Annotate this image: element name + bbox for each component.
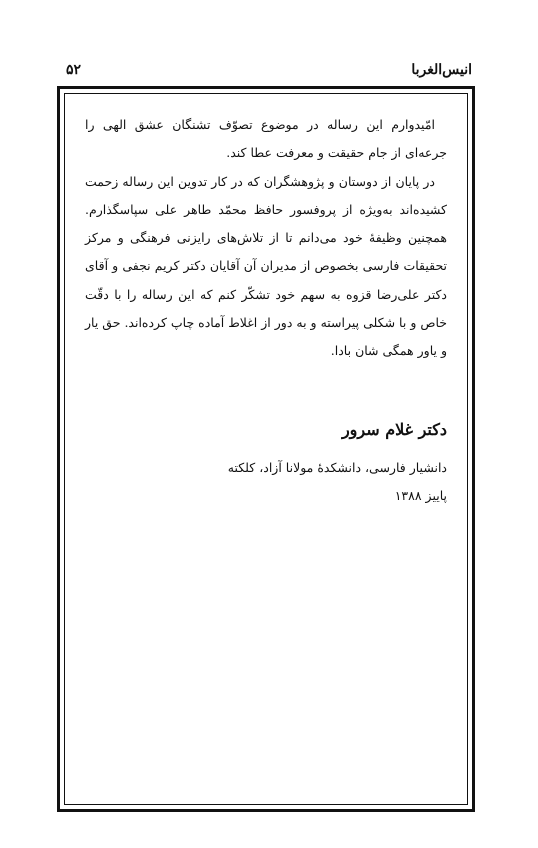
signature-block	[87, 418, 447, 510]
author-affiliation: دانشیار فارسی، دانشکدهٔ مولانا آزاد، کلکته	[227, 460, 447, 475]
paragraph: امّیدوارم این رساله در موضوع تصوّف تشنگان عشق الهی را جرعه‌ای از جام حقیقت و معرفت عطا کند.	[85, 117, 447, 161]
page-number: ۵۲	[66, 62, 82, 78]
page-header	[66, 62, 472, 84]
body-text	[85, 111, 447, 366]
author-name: دکتر غلام سرور	[341, 420, 447, 439]
paragraph: در پایان از دوستان و پژوهشگران که در کار تدوین این رساله زحمت کشیده‌اند به‌ویژه از پروفسور حافظ محمّد طاهر علی سپاسگذارم. همچنین وظیفهٔ خود می‌دانم تا از تلاش‌های رایزنی فرهنگی و مرکز تحقیقات فارسی بخصوص از مدیران آن آقایان دکتر کریم نجفی و آقای دکتر علی‌رضا قزوه به سهم خود تشکّر کنم که این رساله را با دقّت خاص و با شکلی پیراسته و به دور از اغلاط آماده چاپ کرده‌اند. حق یار و یاور همگی شان بادا.	[85, 173, 447, 359]
signature-date: پاییز ۱۳۸۸	[394, 488, 447, 503]
running-title: انیس‌الغربا	[411, 62, 472, 78]
